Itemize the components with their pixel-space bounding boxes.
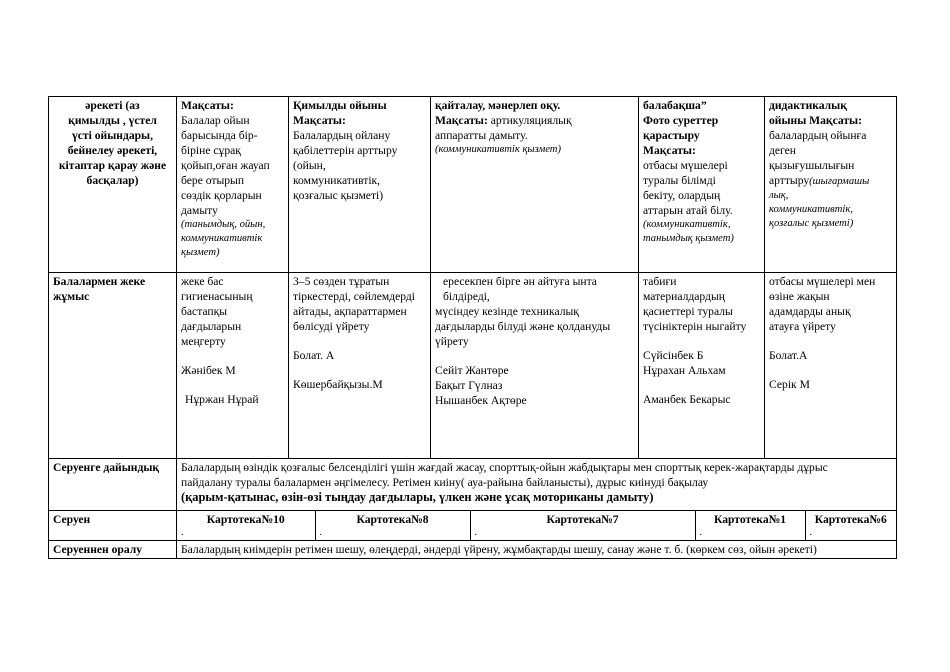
- row-label: Серуен: [53, 513, 91, 526]
- goal-heading: Мақсаты:: [643, 144, 696, 157]
- activity-type-note: (коммуникативтік қызмет): [435, 144, 561, 155]
- task-text: тіркестерді, сөйлемдерді: [293, 290, 416, 303]
- child-name: Аманбек Бекарыс: [643, 393, 731, 406]
- goal-text: бере отырып: [181, 174, 245, 187]
- activity-type-note: (коммуникативтік,: [643, 219, 731, 230]
- goal-heading: Мақсаты:: [293, 114, 346, 127]
- individual-mon-cell: [177, 273, 289, 459]
- goal-text: аппаратты дамыту.: [435, 129, 528, 142]
- child-name: Болат.А: [769, 349, 808, 362]
- goal-heading: Мақсаты:: [435, 114, 488, 127]
- goal-text: артикуляциялық: [487, 114, 572, 127]
- task-text: адамдарды анық: [769, 305, 851, 318]
- return-label-cell: [49, 541, 177, 559]
- activity-type-note: (танымдық, ойын,: [181, 219, 266, 230]
- child-name: Серік М: [769, 378, 810, 391]
- child-name: Сүйсінбек Б: [643, 349, 704, 362]
- goal-text: арттыру: [769, 174, 810, 187]
- individual-wed-cell: [431, 273, 639, 459]
- individual-work-row: [49, 273, 897, 459]
- task-text: мүсіндеу кезінде техникалық: [435, 305, 579, 318]
- activity-wed-cell: [431, 97, 639, 273]
- game-title: қайталау, мәнерлеп оқу.: [435, 99, 561, 112]
- task-text: табиғи: [643, 275, 677, 288]
- task-text: меңгерту: [181, 335, 226, 348]
- goal-text: аттарын атай білу.: [643, 204, 733, 217]
- goal-text: қозғалыс қызметі): [293, 189, 384, 202]
- walk-prep-text: пайдалану туралы балалармен әңгімелесу. Ретімен киіну( ауа-райына байланысты), дұрыс киінуді бақылау: [181, 476, 709, 489]
- activity-fri-cell: [765, 97, 897, 273]
- task-text: бөлісуді үйрету: [293, 320, 370, 333]
- return-content-cell: [177, 541, 897, 559]
- task-text: ересекпен бірге ән айтуға ынта: [443, 275, 597, 288]
- walk-prep-text: Балалардың өзіндік қозғалыс белсенділігі үшін жағдай жасау, спорттық-ойын жабдықтары мен спорттық керек-жарақтарды дұрыс: [181, 461, 828, 474]
- card-label: Картотека№1: [713, 513, 787, 526]
- walk-cards-cell: [177, 511, 897, 541]
- activity-type-note: қозғалыс қызметі): [769, 218, 854, 229]
- activity-type-note: лық,: [769, 190, 789, 201]
- card-dot: .: [474, 527, 477, 538]
- walk-prep-content-cell: [177, 459, 897, 511]
- activity-mon-cell: [177, 97, 289, 273]
- activity-thu-cell: [639, 97, 765, 273]
- goal-text: қабілеттерін арттыру: [293, 144, 398, 157]
- activity-label-line: бейнелеу әрекеті,: [67, 144, 158, 157]
- card-dot: .: [699, 527, 702, 538]
- task-text: атауға үйрету: [769, 320, 836, 333]
- walk-card-5: [805, 511, 896, 540]
- individual-tue-cell: [289, 273, 431, 459]
- return-row: [49, 541, 897, 559]
- child-name: Бақыт Гүлназ: [435, 379, 503, 392]
- task-text: жеке бас: [181, 275, 224, 288]
- activity-tue-cell: [289, 97, 431, 273]
- goal-text: бекіту, олардың: [643, 189, 721, 202]
- walk-card-3: [470, 511, 695, 540]
- card-dot: .: [181, 527, 184, 538]
- schedule-sheet: [48, 96, 896, 559]
- task-text: қасиеттері туралы: [643, 305, 733, 318]
- activity-label-line: қимылды , үстел: [68, 114, 157, 127]
- card-dot: .: [319, 527, 322, 538]
- task-text: 3–5 сөзден тұратын: [293, 275, 390, 288]
- individual-fri-cell: [765, 273, 897, 459]
- schedule-table: [48, 96, 897, 559]
- goal-text: туралы білімді: [643, 174, 716, 187]
- goal-text: деген: [769, 144, 796, 157]
- goal-text: сөздік қорларын: [181, 189, 262, 202]
- goal-text: қойып,оған жауап: [181, 159, 270, 172]
- row-label: Серуеннен оралу: [53, 543, 143, 556]
- goal-text: Балалардың ойлану: [293, 129, 391, 142]
- walk-label-cell: [49, 511, 177, 541]
- game-subtitle: қарастыру: [643, 129, 700, 142]
- row-label: жұмыс: [53, 290, 90, 303]
- card-label: Картотека№10: [206, 513, 285, 526]
- return-text: Балалардың киімдерін ретімен шешу, өлеңдерді, әндерді үйрену, жұмбақтарды шешу, санау және т. б. (көркем сөз, ойын әрекеті): [181, 543, 817, 556]
- activity-label-line: үсті ойындары,: [71, 129, 154, 142]
- goal-text: (ойын,: [293, 159, 326, 172]
- goal-text: отбасы мүшелері: [643, 159, 728, 172]
- child-name: Көшербайқызы.М: [293, 378, 383, 391]
- task-text: гигиенасының: [181, 290, 253, 303]
- activity-type-note: қызмет): [181, 247, 220, 258]
- goal-text: дамыту: [181, 204, 218, 217]
- individual-thu-cell: [639, 273, 765, 459]
- walk-row: [49, 511, 897, 541]
- task-text: үйрету: [435, 335, 469, 348]
- walk-card-2: [315, 511, 470, 540]
- activity-type-note: коммуникативтік: [181, 233, 263, 244]
- goal-text: балалардың ойынға: [769, 129, 867, 142]
- goal-text: қызығушылығын: [769, 159, 855, 172]
- task-text: түсініктерін ныгайту: [643, 320, 747, 333]
- activity-label-line: кітаптар қарау және: [58, 159, 167, 172]
- activity-type-note: (шығармашы: [809, 176, 870, 187]
- walk-prep-row: [49, 459, 897, 511]
- child-name: Нұржан Нұрай: [185, 393, 259, 406]
- goal-heading: Мақсаты:: [181, 99, 234, 112]
- walk-card-4: [695, 511, 805, 540]
- activity-label-line: әрекеті (аз: [85, 99, 140, 112]
- card-dot: .: [809, 527, 812, 538]
- task-text: материалдардың: [643, 290, 725, 303]
- goal-text: Балалар ойын: [181, 114, 250, 127]
- walk-card-1: [177, 511, 315, 540]
- child-name: Болат. А: [293, 349, 335, 362]
- activity-label-cell: [49, 97, 177, 273]
- child-name: Жәнібек М: [181, 364, 236, 377]
- walk-prep-label-cell: [49, 459, 177, 511]
- activity-type-note: коммуникативтік,: [769, 204, 853, 215]
- child-name: Нұрахан Альхам: [643, 364, 726, 377]
- child-name: Нышанбек Ақтөре: [435, 394, 527, 407]
- card-label: Картотека№8: [356, 513, 429, 526]
- child-name: Сейіт Жантөре: [435, 364, 509, 377]
- row-label: Балалармен жеке: [53, 275, 146, 288]
- individual-work-label-cell: [49, 273, 177, 459]
- activity-row: [49, 97, 897, 273]
- row-label: Серуенге дайындық: [53, 461, 160, 474]
- game-subtitle: Фото суреттер: [643, 114, 719, 127]
- task-text: білдіреді,: [443, 290, 490, 303]
- card-label: Картотека№6: [814, 513, 887, 526]
- goal-text: коммуникативтік,: [293, 174, 381, 187]
- task-text: бастапқы: [181, 305, 228, 318]
- goal-text: біріне сұрақ: [181, 144, 241, 157]
- game-title: Қимылды ойыны: [293, 99, 387, 112]
- task-text: дағдыларын: [181, 320, 242, 333]
- game-title: ойыны Мақсаты:: [769, 114, 862, 127]
- activity-type-note: танымдық қызмет): [643, 233, 734, 244]
- task-text: айтады, ақпараттармен: [293, 305, 407, 318]
- activity-label-line: басқалар): [86, 174, 139, 187]
- walk-prep-skills: (қарым-қатынас, өзін-өзі тыңдау дағдылары, үлкен және ұсақ моториканы дамыту): [181, 490, 654, 504]
- card-label: Картотека№7: [546, 513, 619, 526]
- task-text: өзіне жақын: [769, 290, 830, 303]
- task-text: дағдыларды білуді және қолдануды: [435, 320, 611, 333]
- walk-cards-table: [177, 511, 896, 540]
- game-title: балабақша”: [643, 99, 707, 112]
- task-text: отбасы мүшелері мен: [769, 275, 876, 288]
- goal-text: барысында бір-: [181, 129, 258, 142]
- game-title: дидактикалық: [769, 99, 847, 112]
